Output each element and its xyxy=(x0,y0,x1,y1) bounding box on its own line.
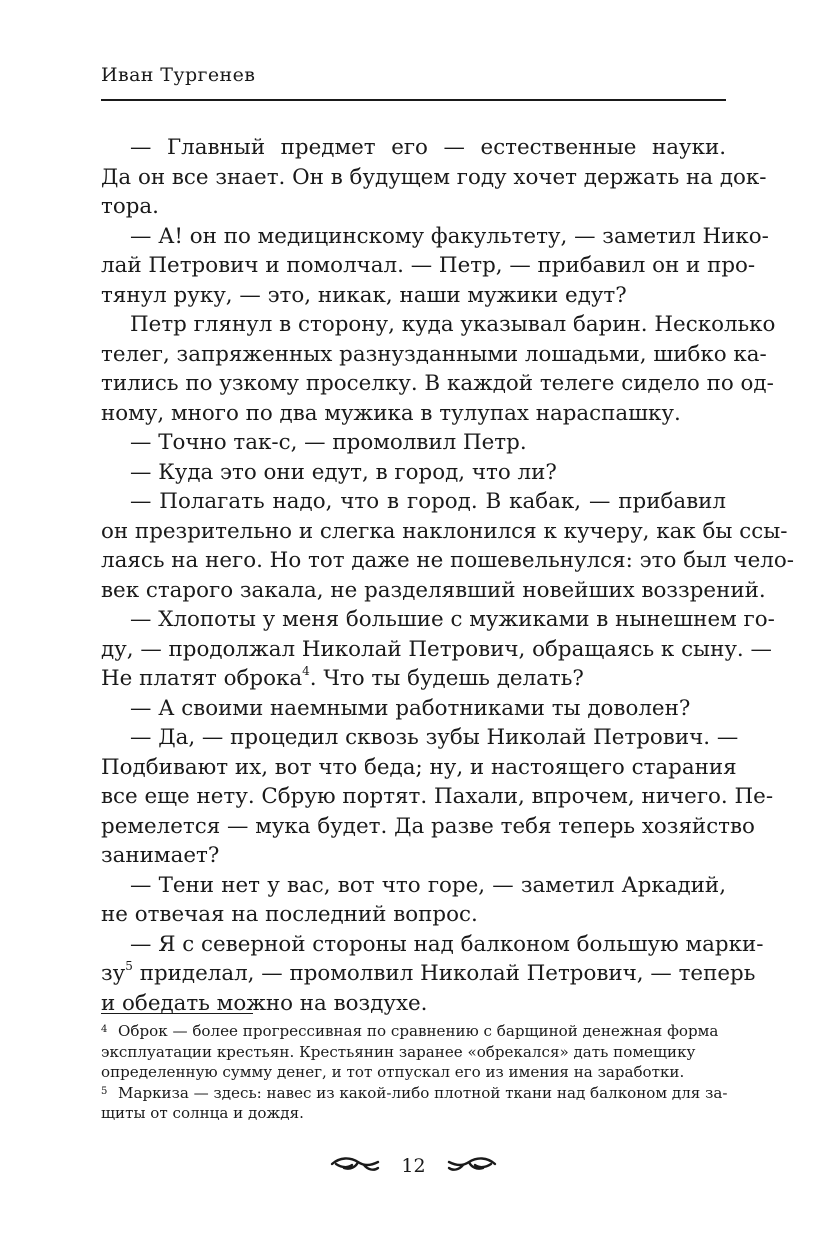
text-line: тились по узкому проселку. В каждой телеге сидело по од- xyxy=(101,371,774,396)
text-line: — Тени нет у вас, вот что горе, — заметил Аркадий, xyxy=(130,872,726,898)
footnote-number: 4 xyxy=(101,1024,108,1035)
text-line: тянул руку, — это, никак, наши мужики едут? xyxy=(101,282,627,308)
footnotes xyxy=(101,1021,726,1124)
text-line: — Куда это они едут, в город, что ли? xyxy=(130,459,557,485)
footnote-line: определенную сумму денег, и тот отпускал его из имения на заработки. xyxy=(101,1063,685,1081)
text-line: ремелется — мука будет. Да разве тебя теперь хозяйство xyxy=(101,813,755,839)
text-line: — Главный предмет его — естественные науки. xyxy=(130,135,726,160)
footnote-number: 5 xyxy=(101,1085,108,1097)
footnote-line: щиты от солнца и дождя. xyxy=(101,1104,304,1122)
text-line: Не платят оброка$^4$. Что ты будешь делать? xyxy=(101,663,584,691)
text-line: Подбивают их, вот что беда; ну, и настоящего старания xyxy=(101,754,737,780)
text-line: занимает? xyxy=(101,843,220,868)
text-line: — А своими наемными работниками ты доволен? xyxy=(130,695,691,721)
footnote-line: эксплуатации крестьян. Крестьянин заранее «обрекался» дать помещику xyxy=(101,1042,696,1061)
text-line: — А! он по медицинскому факультету, — заметил Нико- xyxy=(130,223,769,249)
footnote-line: 4 Оброк — более прогрессивная по сравнению с барщиной денежная форма xyxy=(101,1022,719,1040)
body-text xyxy=(101,133,794,1018)
footnote-rule xyxy=(101,1013,253,1014)
footnote-ref[interactable]: 4 xyxy=(302,663,310,678)
text-line: не отвечая на последний вопрос. xyxy=(101,902,478,927)
page-number: 12 xyxy=(401,1155,426,1177)
footnote-ref[interactable]: 5 xyxy=(125,958,133,973)
text-line: — Я с северной стороны над балконом большую марки- xyxy=(130,931,764,957)
footnote-line: 5 Маркиза — здесь: навес из какой-либо плотной ткани над балконом для за- xyxy=(101,1083,728,1102)
running-head-author: Иван Тургенев xyxy=(101,64,256,86)
text-line: тора. xyxy=(101,194,159,219)
text-line: Петр глянул в сторону, куда указывал барин. Несколько xyxy=(130,312,776,337)
page-footer xyxy=(0,1153,827,1179)
text-line: ному, много по два мужика в тулупах нараспашку. xyxy=(101,400,681,426)
text-line: он презрительно и слегка наклонился к кучеру, как бы ссы- xyxy=(101,518,788,544)
text-line: лаясь на него. Но тот даже не пошевельнулся: это был чело- xyxy=(101,548,794,573)
ornament-right-icon xyxy=(445,1153,497,1179)
text-line: $зу^5$ приделал, — промолвил Николай Петрович, — теперь xyxy=(101,958,756,986)
text-line: — Хлопоты у меня большие с мужиками в нынешнем го- xyxy=(130,607,775,632)
text-line: телег, запряженных разнузданными лошадьми, шибко ка- xyxy=(101,341,767,367)
text-line: и обедать можно на воздухе. xyxy=(101,990,428,1016)
text-line: лай Петрович и помолчал. — Петр, — прибавил он и про- xyxy=(101,253,756,278)
text-line: — Да, — процедил сквозь зубы Николай Петрович. — xyxy=(130,725,739,750)
text-line: век старого закала, не разделявший новейших воззрений. xyxy=(101,577,766,603)
text-line: — Полагать надо, что в город. В кабак, — прибавил xyxy=(130,489,726,514)
text-line: все еще нету. Сбрую портят. Пахали, впрочем, ничего. Пе- xyxy=(101,784,774,809)
text-line: ду, — продолжал Николай Петрович, обращаясь к сыну. — xyxy=(101,636,772,662)
text-line: — Точно так-с, — промолвил Петр. xyxy=(130,430,527,455)
text-line: Да он все знает. Он в будущем году хочет держать на док- xyxy=(101,164,767,190)
ornament-left-icon xyxy=(330,1153,382,1179)
header-rule xyxy=(101,99,726,101)
